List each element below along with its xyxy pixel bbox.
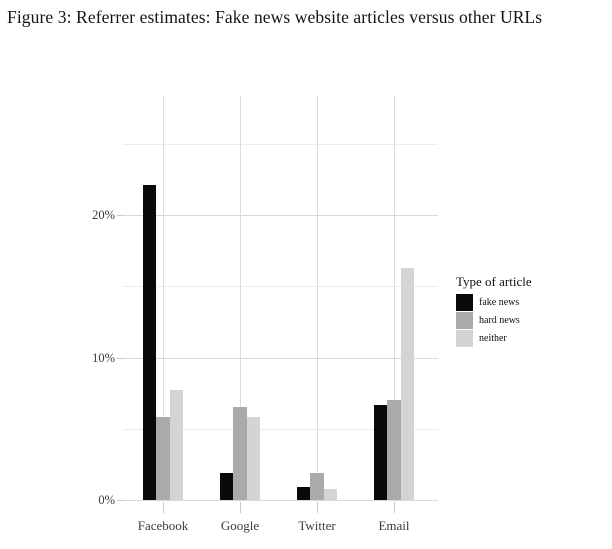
y-tick-label: 0% (98, 493, 115, 507)
legend-swatch-hard-news (456, 312, 473, 329)
y-tick-label: 20% (92, 208, 115, 222)
x-axis-category-label: Twitter (298, 518, 336, 533)
bar-neither-google (247, 417, 261, 500)
x-tick-mark (394, 502, 395, 513)
legend-label: neither (479, 333, 507, 344)
bar-fake-news-email (374, 405, 388, 500)
y-tick-mark (117, 358, 123, 359)
legend-entries (456, 294, 532, 347)
bar-hard-news-twitter (310, 473, 324, 500)
bar-neither-twitter (324, 489, 338, 500)
gridline-major (123, 215, 438, 216)
legend-label: hard news (479, 315, 520, 326)
bar-neither-email (401, 268, 415, 500)
x-axis-category-label: Email (378, 518, 410, 533)
bar-fake-news-twitter (297, 487, 311, 500)
bar-fake-news-facebook (143, 185, 157, 500)
bar-hard-news-email (387, 400, 401, 500)
x-tick-mark (240, 502, 241, 513)
figure-title: Figure 3: Referrer estimates: Fake news website articles versus other URLs (7, 7, 543, 27)
gridline-minor (123, 144, 438, 145)
legend-swatch-neither (456, 330, 473, 347)
gridline-vertical (317, 96, 318, 500)
y-tick-label: 10% (92, 350, 115, 365)
bar-neither-facebook (170, 390, 184, 500)
y-tick-mark (117, 215, 123, 216)
gridline-major (123, 500, 438, 501)
legend-row (456, 312, 532, 329)
y-tick-mark (117, 500, 123, 501)
gridline-minor (123, 286, 438, 287)
legend (456, 274, 532, 348)
x-tick-mark (317, 502, 318, 513)
legend-row (456, 330, 532, 347)
legend-row (456, 294, 532, 311)
gridline-major (123, 358, 438, 359)
bar-hard-news-facebook (156, 417, 170, 500)
legend-label: fake news (479, 297, 520, 308)
bar-hard-news-google (233, 407, 247, 500)
legend-swatch-fake-news (456, 294, 473, 311)
x-tick-mark (163, 502, 164, 513)
x-axis-category-label: Facebook (137, 518, 189, 533)
legend-title: Type of article (456, 274, 532, 289)
bar-fake-news-google (220, 473, 234, 500)
plot-panel (123, 96, 438, 500)
x-axis-category-label: Google (220, 518, 260, 533)
